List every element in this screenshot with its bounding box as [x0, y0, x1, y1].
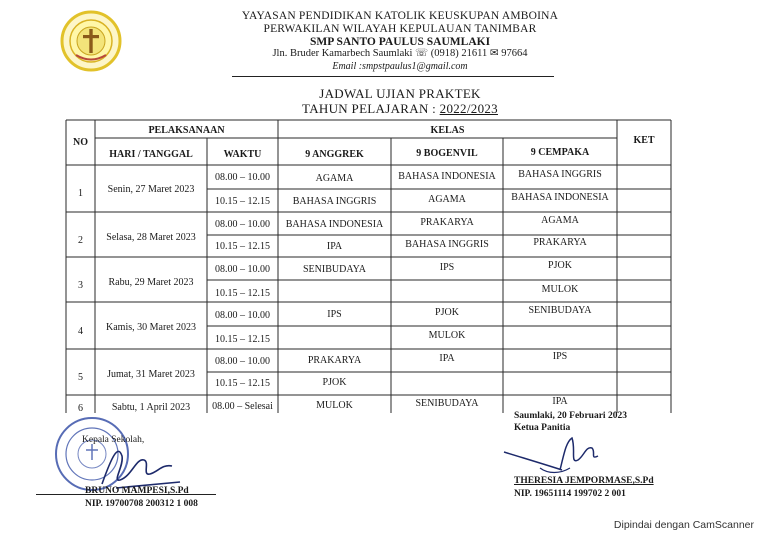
slot-time: 10.15 – 12.15: [215, 241, 270, 252]
slot-subject-class-c: IPS: [552, 351, 568, 362]
slot-subject-class-a: PRAKARYA: [307, 355, 362, 366]
slot-subject-class-c: PJOK: [548, 260, 572, 271]
header-waktu: WAKTU: [223, 149, 262, 160]
slot-subject-class-c: BAHASA INGGRIS: [518, 169, 602, 180]
document-title: JADWAL UJIAN PRAKTEK: [319, 86, 481, 101]
row-number: 5: [78, 372, 83, 383]
branch-name: PERWAKILAN WILAYAH KEPULAUAN TANIMBAR: [263, 23, 537, 35]
left-signer-nip: NIP. 19700708 200312 1 008: [85, 499, 198, 509]
slot-time: 08.00 – 10.00: [215, 356, 270, 367]
school-name: SMP SANTO PAULUS SAUMLAKI: [309, 36, 491, 48]
left-signature: [92, 436, 192, 492]
row-date: Sabtu, 1 April 2023: [111, 402, 191, 413]
slot-subject-class-b: PJOK: [435, 307, 459, 318]
slot-subject-class-b: MULOK: [428, 330, 466, 341]
slot-time: 10.15 – 12.15: [215, 288, 270, 299]
slot-subject-class-c: SENIBUDAYA: [528, 305, 592, 316]
row-number: 3: [78, 280, 83, 291]
slot-subject-class-a: SENIBUDAYA: [303, 264, 366, 275]
slot-subject-class-b: SENIBUDAYA: [415, 398, 479, 409]
row-number: 1: [78, 188, 83, 199]
slot-subject-class-b: BAHASA INDONESIA: [398, 171, 496, 182]
row-date: Kamis, 30 Maret 2023: [106, 322, 196, 333]
row-date: Selasa, 28 Maret 2023: [106, 232, 196, 243]
slot-time: 08.00 – 10.00: [215, 172, 270, 183]
row-date: Senin, 27 Maret 2023: [107, 184, 195, 195]
header-class-c: 9 CEMPAKA: [530, 147, 590, 158]
right-signer-name: THERESIA JEMPORMASE,S.Pd: [514, 476, 654, 486]
slot-time: 10.15 – 12.15: [215, 334, 270, 345]
slot-time: 08.00 – 10.00: [215, 264, 270, 275]
slot-subject-class-b: AGAMA: [428, 194, 466, 205]
row-number: 6: [78, 403, 83, 414]
slot-subject-class-a: PJOK: [322, 377, 347, 388]
header-class-b: 9 BOGENVIL: [416, 148, 478, 159]
row-date: Jumat, 31 Maret 2023: [107, 369, 195, 380]
slot-time: 08.00 – 10.00: [215, 219, 270, 230]
slot-subject-class-a: BAHASA INDONESIA: [285, 219, 384, 230]
slot-subject-class-c: PRAKARYA: [533, 237, 587, 248]
slot-time: 08.00 – Selesai: [212, 401, 273, 412]
slot-subject-class-b: IPS: [439, 262, 455, 273]
slot-time: 10.15 – 12.15: [215, 378, 270, 389]
slot-subject-class-a: IPA: [326, 241, 343, 252]
foundation-name: YAYASAN PENDIDIKAN KATOLIK KEUSKUPAN AMBOINA: [241, 10, 559, 22]
slot-subject-class-a: AGAMA: [315, 173, 354, 184]
slot-subject-class-b: IPA: [439, 353, 455, 364]
header-class-a: 9 ANGGREK: [305, 149, 364, 160]
header-ket: KET: [633, 135, 655, 146]
left-signer-role: Kepala Sekolah,: [82, 435, 145, 445]
slot-subject-class-c: BAHASA INDONESIA: [511, 192, 609, 203]
year-label: TAHUN PELAJARAN :: [302, 101, 437, 116]
slot-time: 08.00 – 10.00: [215, 310, 270, 321]
header-pelaksanaan: PELAKSANAAN: [148, 125, 225, 136]
right-signer-role: Ketua Panitia: [514, 423, 571, 433]
header-hari-tanggal: HARI / TANGGAL: [109, 149, 193, 160]
year-value: 2022/2023: [439, 101, 498, 116]
right-signature: [500, 430, 620, 478]
slot-subject-class-a: IPS: [327, 309, 342, 320]
slot-time: 10.15 – 12.15: [215, 196, 270, 207]
school-address: Jln. Bruder Kamarbech Saumlaki ☏ (0918) 21611 ✉ 97664: [272, 48, 528, 59]
row-date: Rabu, 29 Maret 2023: [108, 277, 194, 288]
slot-subject-class-a: BAHASA INGGRIS: [292, 196, 377, 207]
slot-subject-class-c: IPA: [552, 396, 568, 407]
slot-subject-class-c: AGAMA: [541, 215, 579, 226]
header-kelas: KELAS: [430, 125, 465, 136]
school-email: Email :smpstpaulus1@gmail.com: [332, 61, 468, 72]
header-no: NO: [73, 137, 88, 148]
row-number: 2: [78, 235, 83, 246]
slot-subject-class-a: MULOK: [316, 400, 353, 411]
row-number: 4: [78, 326, 83, 337]
slot-subject-class-c: MULOK: [541, 284, 579, 295]
scanner-watermark: Dipindai dengan CamScanner: [613, 519, 754, 531]
slot-subject-class-b: PRAKARYA: [420, 217, 474, 228]
slot-subject-class-b: BAHASA INGGRIS: [405, 239, 489, 250]
left-signer-name: BRUNO MAMPESI,S.Pd: [85, 486, 189, 496]
right-place-date: Saumlaki, 20 Februari 2023: [514, 411, 627, 421]
right-signer-nip: NIP. 19651114 199702 2 001: [514, 489, 626, 499]
